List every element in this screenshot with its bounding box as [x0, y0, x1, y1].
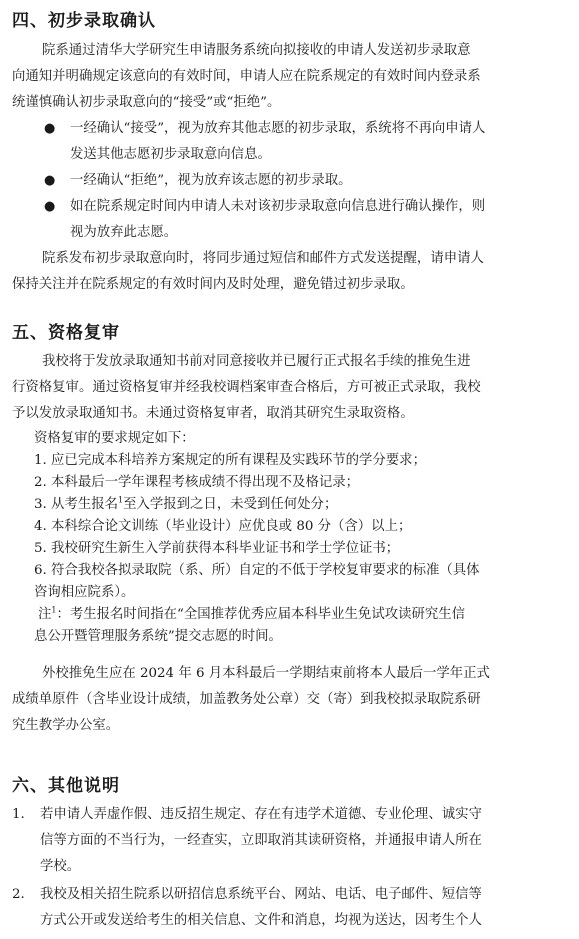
- paragraph-line: 院系通过清华大学研究生申请服务系统向拟接收的申请人发送初步录取意: [42, 43, 471, 58]
- paragraph-line: 向通知并明确规定该意向的有效时间，申请人应在院系规定的有效时间内登录系: [12, 69, 481, 84]
- list-item: 3. 从考生报名$^1$至入学报到之日，未受到任何处分；: [34, 495, 338, 512]
- section-heading-4: 四、初步录取确认: [12, 11, 156, 31]
- section-heading-5: 五、资格复审: [12, 323, 120, 343]
- footnote-marker: 1: [118, 495, 124, 505]
- list-item: 5. 我校研究生新生入学前获得本科毕业证书和学士学位证书；: [34, 541, 400, 556]
- paragraph-line: 我校将于发放录取通知书前对同意接收并已履行正式报名手续的推免生进: [42, 354, 471, 369]
- list-item: 4. 本科综合论文训练（毕业设计）应优良或 80 分（含）以上；: [34, 519, 412, 534]
- paragraph-line: 统谨慎确认初步录取意向的“接受”或“拒绝”。: [12, 95, 281, 110]
- paragraph-line: 行资格复审。通过资格复审并经我校调档案审查合格后，方可被正式录取，我校: [12, 380, 481, 395]
- list-item: 1. 应已完成本科培养方案规定的所有课程及实践环节的学分要求；: [34, 453, 426, 468]
- list-item: 我校及相关招生院系以研招信息系统平台、网站、电话、电子邮件、短信等: [40, 887, 482, 902]
- paragraph-line: 予以发放录取通知书。未通过资格复审者，取消其研究生录取资格。: [12, 406, 414, 421]
- paragraph-line: 究生教学办公室。: [12, 718, 120, 733]
- list-item: 学校。: [40, 859, 81, 874]
- list-item: 信等方面的不当行为，一经查实，立即取消其读研资格，并通报申请人所在: [40, 833, 482, 848]
- bullet-icon: ●: [44, 199, 56, 214]
- paragraph-line: 院系发布初步录取意向时，将同步通过短信和邮件方式发送提醒，请申请人: [42, 251, 484, 266]
- requirements-intro: 资格复审的要求规定如下：: [34, 431, 195, 446]
- list-item: 若申请人弄虚作假、违反招生规定、存在有违学术道德、专业伦理、诚实守: [40, 807, 482, 822]
- list-item: 方式公开或发送给考生的相关信息、文件和消息，均视为送达，因考生个人: [40, 913, 482, 928]
- paragraph-line: 保持关注并在院系规定的有效时间内及时处理，避免错过初步录取。: [12, 277, 414, 292]
- list-item: 6. 符合我校各拟录取院（系、所）自定的不低于学校复审要求的标准（具体: [34, 563, 480, 578]
- list-number: 1.: [12, 807, 25, 822]
- bullet-icon: ●: [44, 121, 56, 136]
- footnote: 注$^1$：考生报名时间指在“全国推荐优秀应届本科毕业生免试攻读研究生信: [38, 605, 466, 622]
- list-item: 咨询相应院系）。: [34, 585, 135, 600]
- list-item: 发送其他志愿初步录取意向信息。: [70, 147, 271, 162]
- list-item: 一经确认“拒绝”，视为放弃该志愿的初步录取。: [70, 173, 352, 188]
- list-item: 如在院系规定时间内申请人未对该初步录取意向信息进行确认操作，则: [70, 199, 486, 214]
- bullet-icon: ●: [44, 173, 56, 188]
- list-item: 一经确认“接受”，视为放弃其他志愿的初步录取，系统将不再向申请人: [70, 121, 486, 136]
- footnote: 息公开暨管理服务系统”提交志愿的时间。: [34, 629, 282, 644]
- paragraph-line: 成绩单原件（含毕业设计成绩，加盖教务处公章）交（寄）到我校拟录取院系研: [12, 692, 481, 707]
- list-item: 视为放弃此志愿。: [70, 225, 178, 240]
- paragraph-line: 外校推免生应在 2024 年 6 月本科最后一学期结束前将本人最后一学年正式: [42, 666, 490, 681]
- section-heading-6: 六、其他说明: [12, 776, 120, 796]
- list-item: 2. 本科最后一学年课程考核成绩不得出现不及格记录；: [34, 475, 360, 490]
- list-number: 2.: [12, 887, 25, 902]
